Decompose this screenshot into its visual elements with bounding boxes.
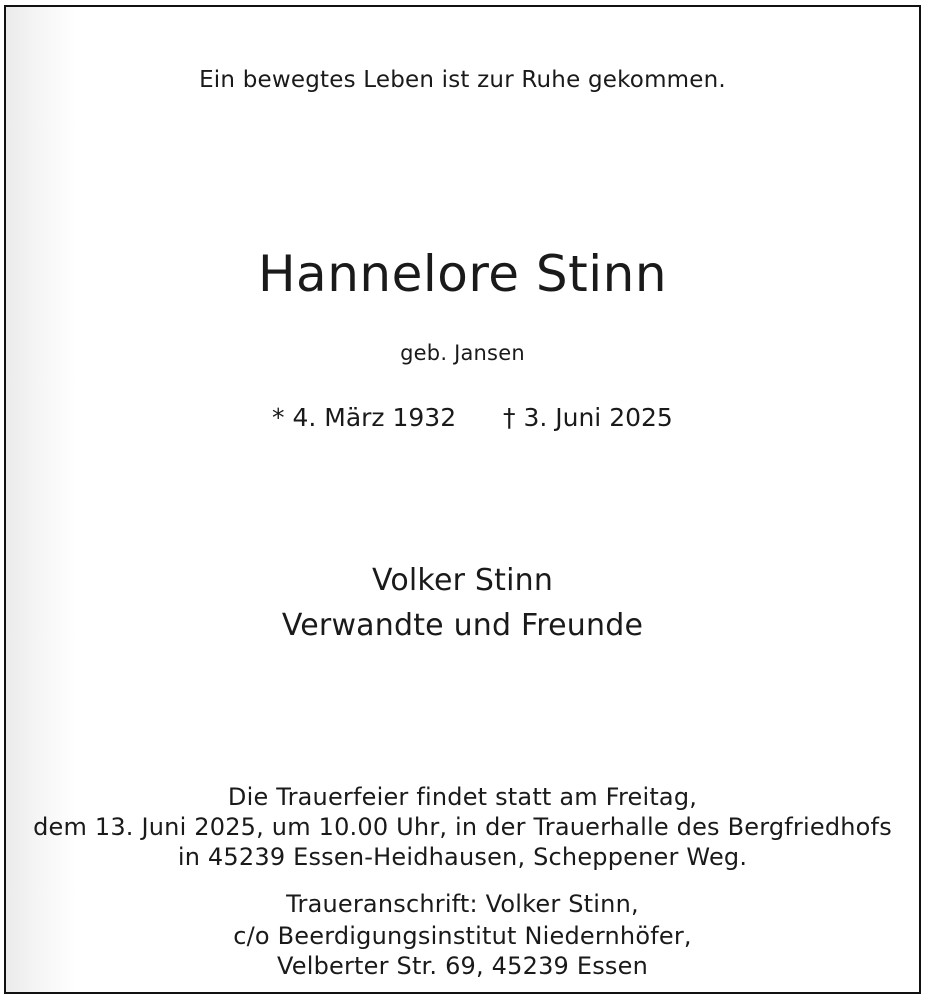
death-date: † 3. Juni 2025	[503, 403, 673, 432]
address-line: Traueranschrift: Volker Stinn,	[286, 890, 639, 918]
maiden-name: geb. Jansen	[400, 341, 525, 365]
deceased-name: Hannelore Stinn	[257, 245, 668, 303]
address-line: Velberter Str. 69, 45239 Essen	[276, 952, 648, 980]
address-line: c/o Beerdigungsinstitut Niedernhöfer,	[233, 922, 692, 950]
birth-date: * 4. März 1932	[272, 403, 457, 432]
motto-text: Ein bewegtes Leben ist zur Ruhe gekommen.	[199, 67, 726, 93]
mourner-name: Volker Stinn	[371, 563, 554, 598]
ceremony-line: Die Trauerfeier findet statt am Freitag,	[227, 783, 698, 811]
ceremony-line: in 45239 Essen-Heidhausen, Scheppener Weg.	[177, 843, 748, 871]
mourner-relatives: Verwandte und Freunde	[281, 608, 644, 643]
obituary-notice	[4, 5, 921, 994]
ceremony-line: dem 13. Juni 2025, um 10.00 Uhr, in der Trauerhalle des Bergfriedhofs	[33, 813, 892, 841]
